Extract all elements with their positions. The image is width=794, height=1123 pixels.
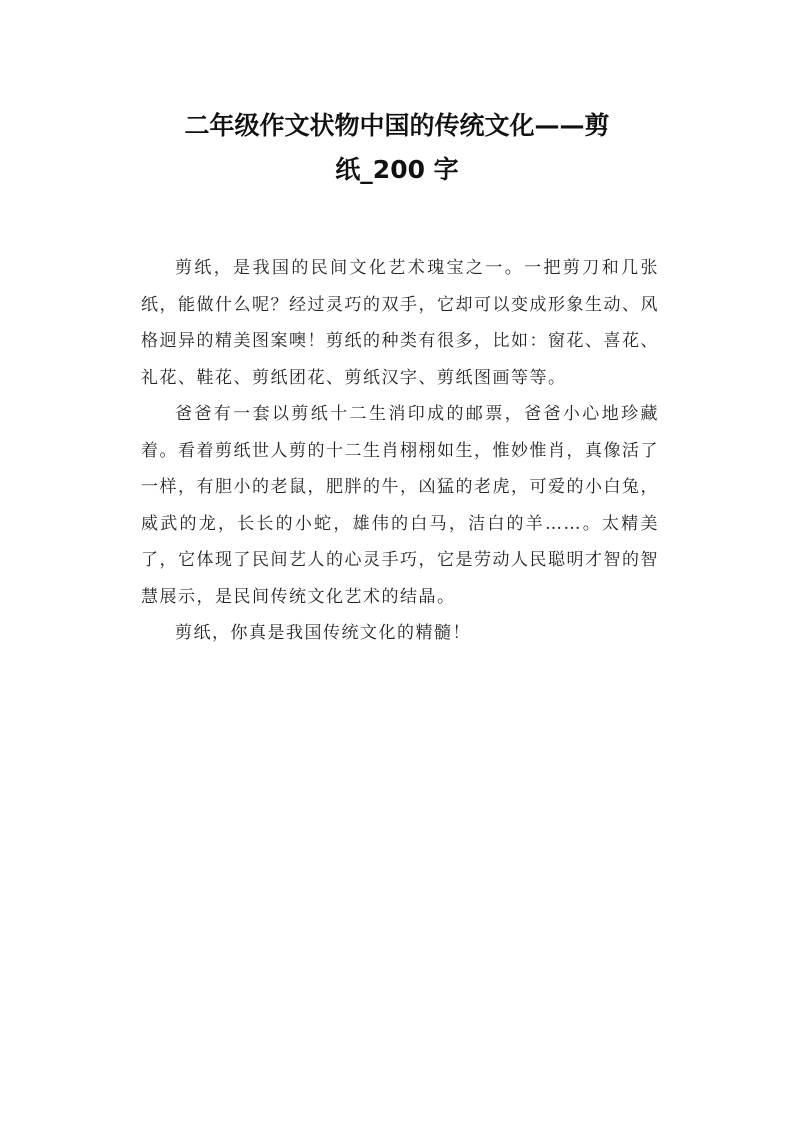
paragraph-2: 爸爸有一套以剪纸十二生消印成的邮票，爸爸小心地珍藏着。看着剪纸世人剪的十二生肖栩栩如生，惟妙惟肖，真像活了一样，有胆小的老鼠，肥胖的牛，凶猛的老虎，可爱的小白兔，威武的龙，长长的小蛇，雄伟的白马，洁白的羊……。太精美了，它体现了民间艺人的心灵手巧，它是劳动人民聪明才智的智慧展示，是民间传统文化艺术的结晶。 xyxy=(141,404,659,607)
title-line-1: 二年级作文状物中国的传统文化——剪 xyxy=(184,111,610,140)
document-body xyxy=(141,250,659,652)
paragraph-1: 剪纸，是我国的民间文化艺术瑰宝之一。一把剪刀和几张纸，能做什么呢？经过灵巧的双手，它却可以变成形象生动、风格迥异的精美图案噢！剪纸的种类有很多，比如：窗花、喜花、礼花、鞋花、剪纸团花、剪纸汉字、剪纸图画等等。 xyxy=(141,258,659,388)
document-title xyxy=(120,104,674,192)
paragraph-3: 剪纸，你真是我国传统文化的精髓！ xyxy=(175,623,471,643)
title-line-2: 纸_200 字 xyxy=(335,155,459,184)
